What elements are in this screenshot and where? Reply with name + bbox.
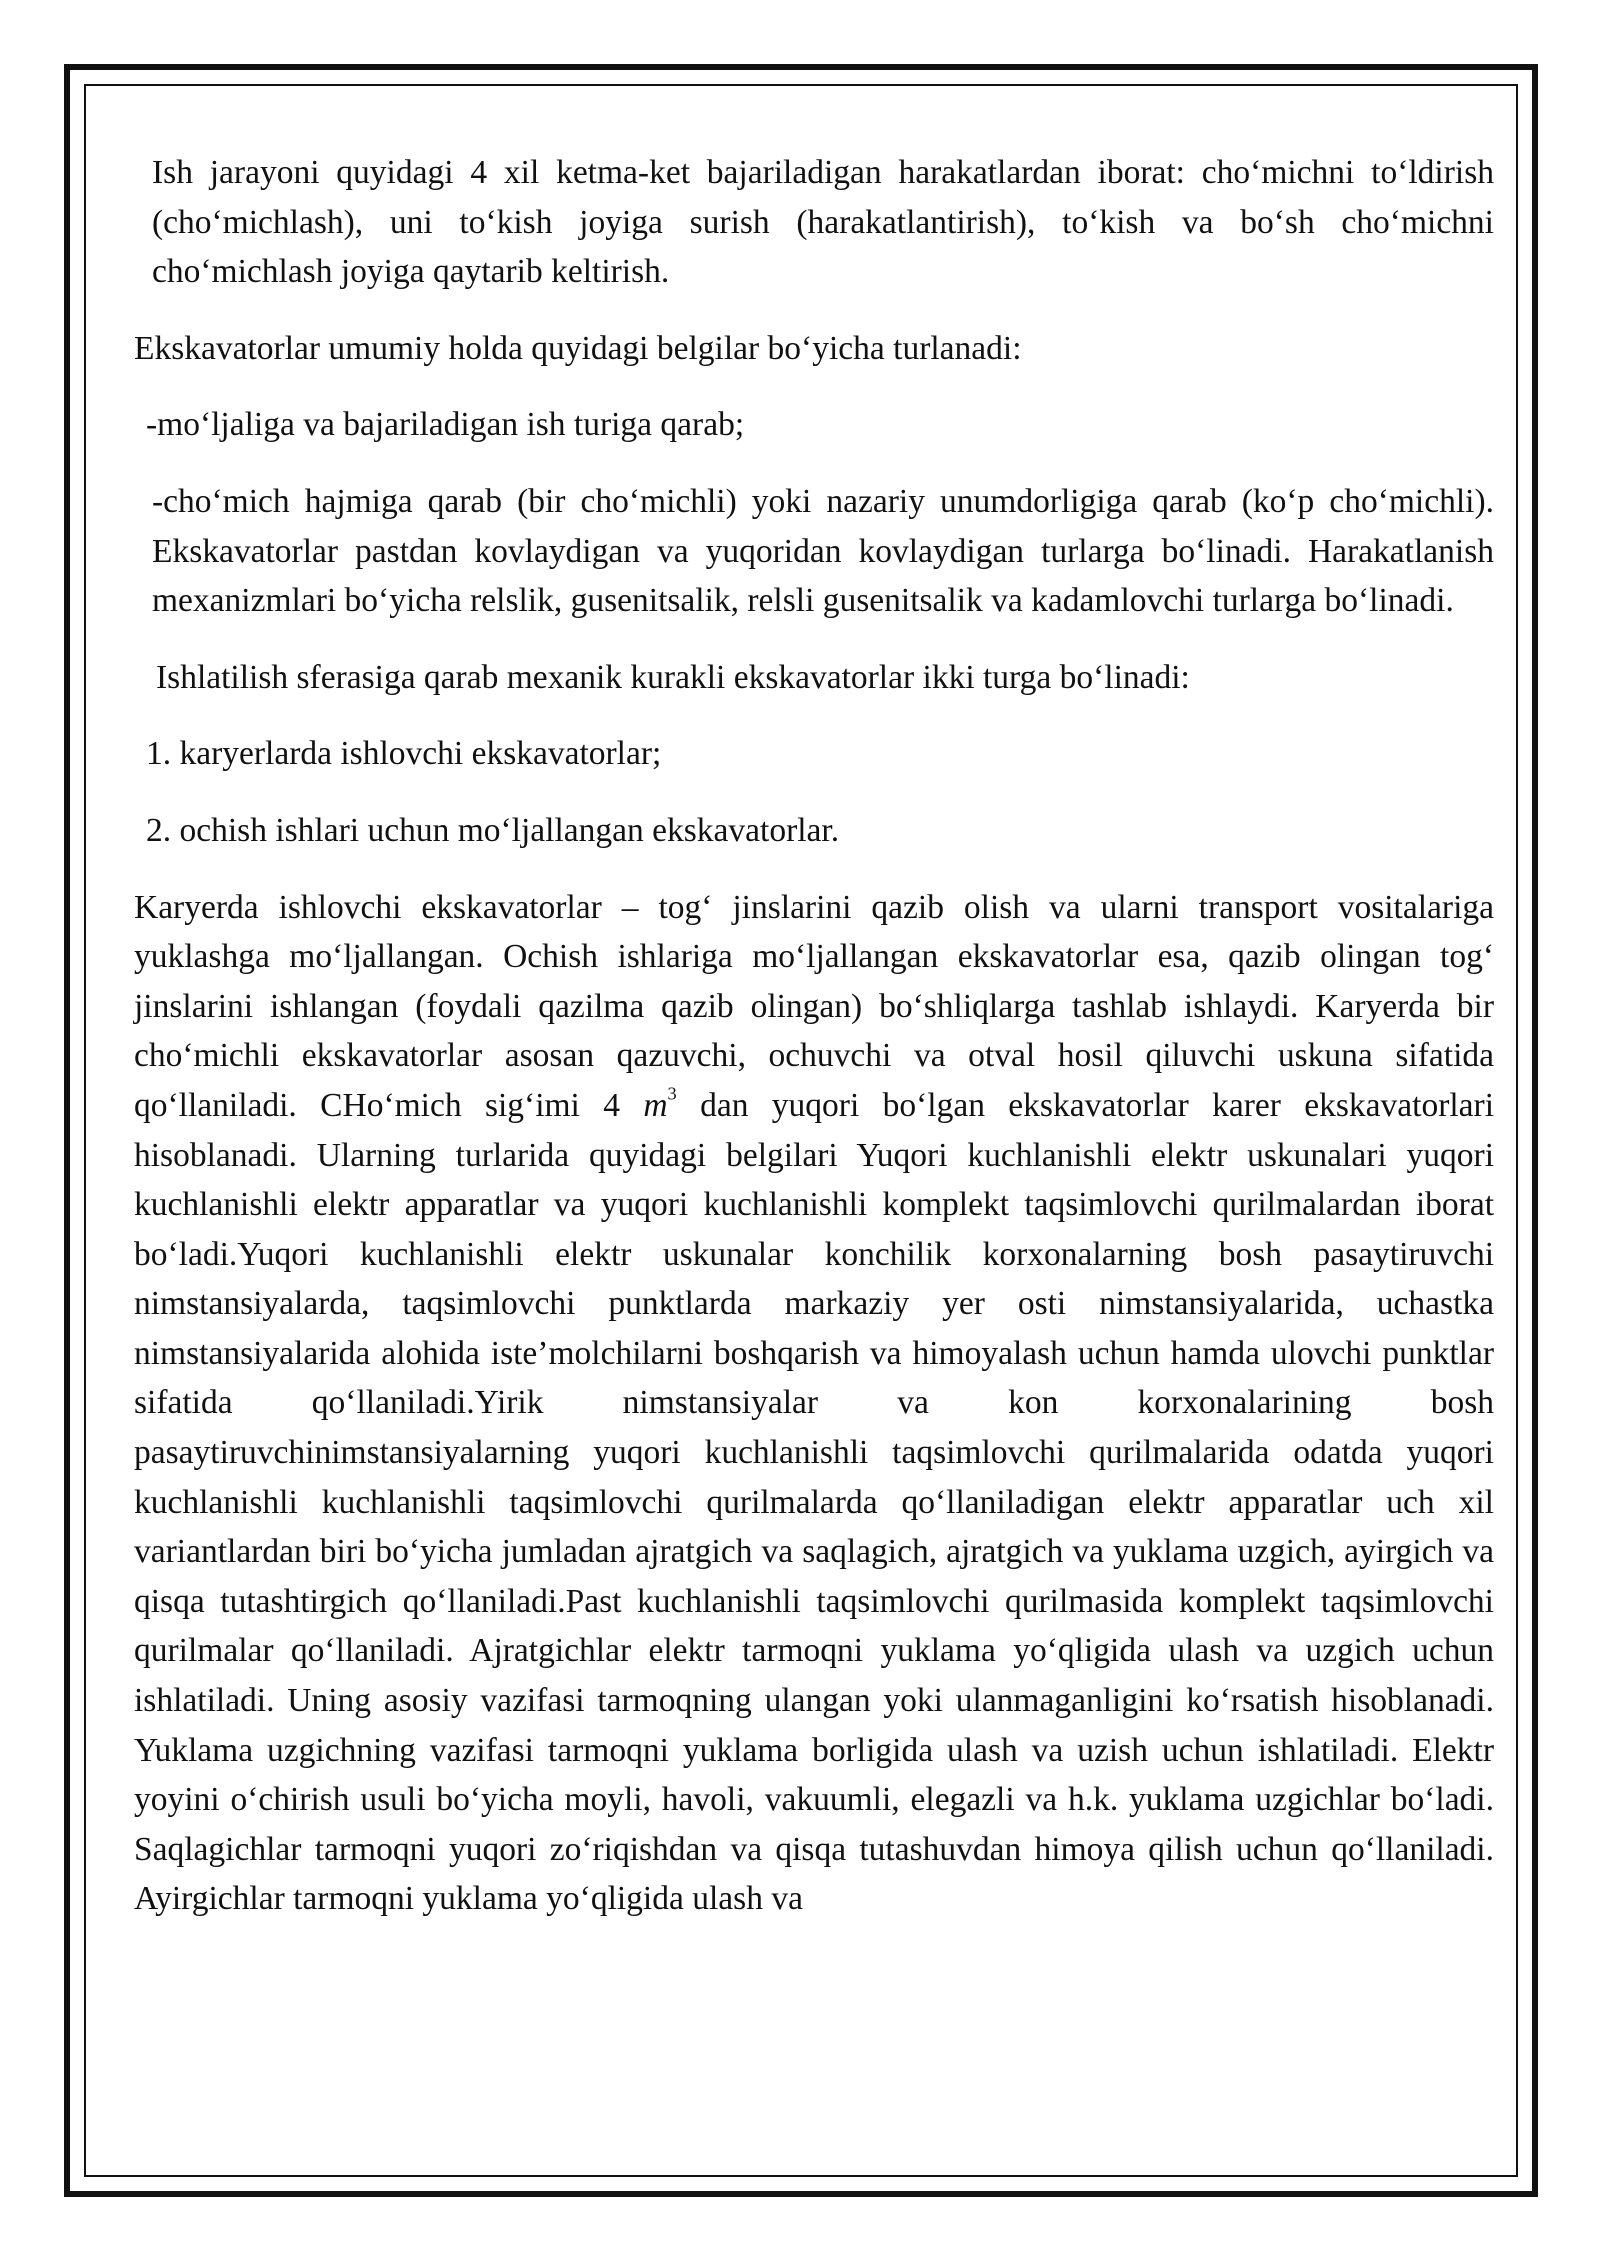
paragraph-scope-intro: Ishlatilish sferasiga qarab mexanik kurakli ekskavatorlar ikki turga bo‘linadi: xyxy=(156,658,1190,696)
paragraph-text-start: Karyerda ishlovchi ekskavatorlar – tog‘ jinslarini qazib olish va ularni transport vositalariga yuklashga mo‘ljallangan. Ochish ishlariga mo‘ljallangan ekskavatorlar esa, qazib olingan tog‘ jinslarini ishlangan (foydali qazilma qazib olingan) bo‘shliqlarga tashlab ishlaydi. Karyerda bir cho‘michli ekskavatorlar asosan qazuvchi, ochuvchi va otval hosil qiluvchi uskuna sifatida qo‘llaniladi. CHo‘mich sig‘imi 4 xyxy=(134,888,1494,1124)
document-body xyxy=(134,148,1494,1924)
paragraph-classification-intro: Ekskavatorlar umumiy holda quyidagi belgilar bo‘yicha turlanadi: xyxy=(134,329,1022,367)
unit-symbol: m xyxy=(643,1086,668,1124)
list-item-stripping: 2. ochish ishlari uchun mo‘ljallangan ekskavatorlar. xyxy=(146,811,840,849)
list-item-purpose: -mo‘ljaliga va bajariladigan ish turiga qarab; xyxy=(146,406,745,444)
paragraph-bucket-volume: -cho‘mich hajmiga qarab (bir cho‘michli) yoki nazariy unumdorligiga qarab (ko‘p cho‘michli). Ekskavatorlar pastdan kovlaydigan va yuqoridan kovlaydigan turlarga bo‘linadi. Harakatlanish mexanizmlari bo‘yicha relslik, gusenitsalik, relsli gusenitsalik va kadamlovchi turlarga bo‘linadi. xyxy=(152,482,1494,620)
paragraph-text-end: dan yuqori bo‘lgan ekskavatorlar karer ekskavatorlari hisoblanadi. Ularning turlarida quyidagi belgilari Yuqori kuchlanishli elektr uskunalari yuqori kuchlanishli elektr apparatlar va yuqori kuchlanishli komplekt taqsimlovchi qurilmalardan iborat bo‘ladi.Yuqori kuchlanishli elektr uskunalar konchilik korxonalarning bosh pasaytiruvchi nimstansiyalarda, taqsimlovchi punktlarda markaziy yer osti nimstansiyalarida, uchastka nimstansiyalarida alohida iste’molchilarni boshqarish va himoyalash uchun hamda ulovchi punktlar sifatida qo‘llaniladi.Yirik nimstansiyalar va kon korxonalarining bosh pasaytiruvchinimstansiyalarning yuqori kuchlanishli taqsimlovchi qurilmalarida odatda yuqori kuchlanishli kuchlanishli taqsimlovchi qurilmalarda qo‘llaniladigan elektr apparatlar uch xil variantlardan biri bo‘yicha jumladan ajratgich va saqlagich, ajratgich va yuklama uzgich, ayirgich va qisqa tutashtirgich qo‘llaniladi.Past kuchlanishli taqsimlovchi qurilmasida komplekt taqsimlovchi qurilmalar qo‘llaniladi. Ajratgichlar elektr tarmoqni yuklama yo‘qligida ulash va uzgich uchun ishlatiladi. Uning asosiy vazifasi tarmoqning ulangan yoki ulanmaganligini ko‘rsatish hisoblanadi. Yuklama uzgichning vazifasi tarmoqni yuklama borligida ulash va uzish uchun ishlatiladi. Elektr yoyini o‘chirish usuli bo‘yicha moyli, havoli, vakuumli, elegazli va h.k. yuklama uzgichlar bo‘ladi. Saqlagichlar tarmoqni yuqori zo‘riqishdan va qisqa tutashuvdan himoya qilish uchun qo‘llaniladi. Ayirgichlar tarmoqni yuklama yo‘qligida ulash va xyxy=(134,1086,1495,1918)
paragraph-work-process: Ish jarayoni quyidagi 4 xil ketma-ket bajariladigan harakatlardan iborat: cho‘michni to‘ldirish (cho‘michlash), uni to‘kish joyiga surish (harakatlantirish), to‘kish va bo‘sh cho‘michni cho‘michlash joyiga qaytarib keltirish. xyxy=(152,154,1494,291)
paragraph-quarry-excavators xyxy=(134,883,1494,1924)
unit-exponent: 3 xyxy=(667,1083,677,1104)
list-item-quarry: 1. karyerlarda ishlovchi ekskavatorlar; xyxy=(146,735,662,773)
